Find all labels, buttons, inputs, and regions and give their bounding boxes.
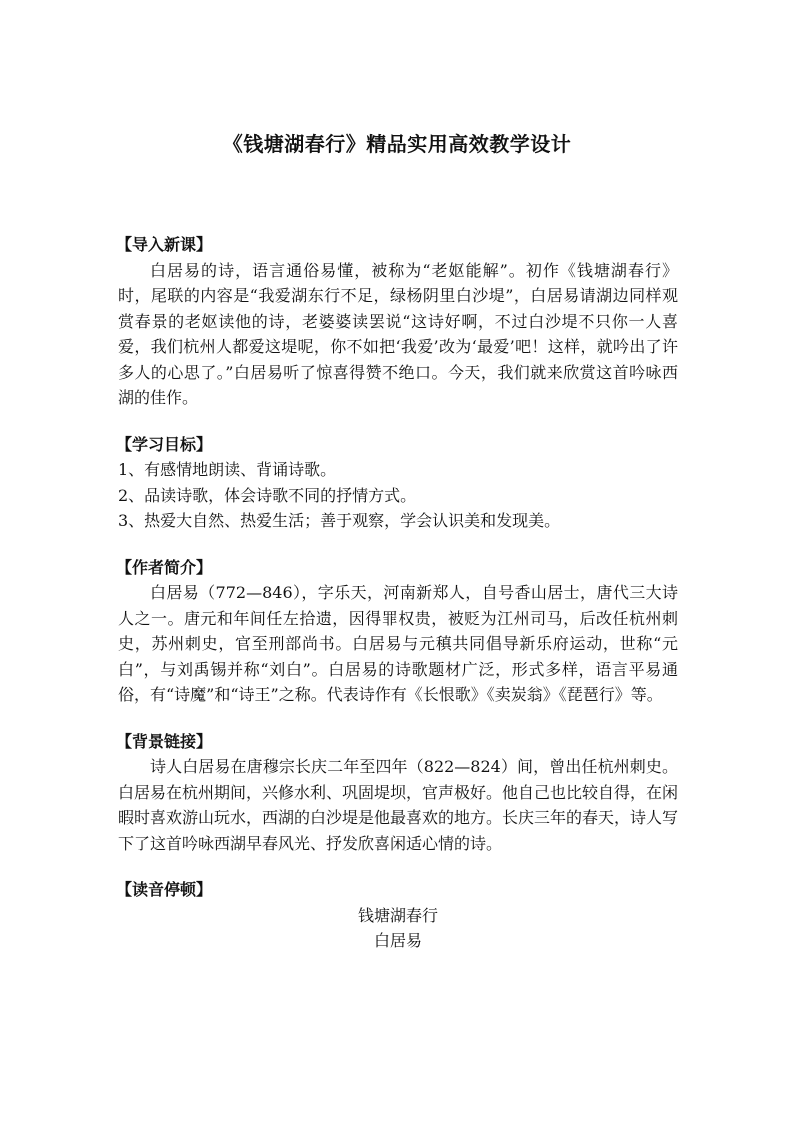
author-paragraph: 白居易（772—846），字乐天，河南新郑人，自号香山居士，唐代三大诗人之一。唐元和年间任左拾遗，因得罪权贵，被贬为江州司马，后改任杭州刺史，苏州刺史，官至刑部尚书。白居易与元稹共同倡导新乐府运动，世称“元白”，与刘禹锡并称“刘白”。白居易的诗歌题材广泛，形式多样，语言平易通俗，有“诗魔”和“诗王”之称。代表诗作有《长恨歌》《卖炭翁》《琵琶行》等。 <box>118 583 678 704</box>
goal-item: 2、品读诗歌，体会诗歌不同的抒情方式。 <box>118 485 417 505</box>
document-title: 《钱塘湖春行》精品实用高效教学设计 <box>222 132 572 156</box>
section-heading-goals: 【学习目标】 <box>116 434 213 454</box>
background-paragraph: 诗人白居易在唐穆宗长庆二年至四年（822—824）间，曾出任杭州刺史。白居易在杭州期间，兴修水利、巩固堤坝，官声极好。他自己也比较自得，在闲暇时喜欢游山玩水，西湖的白沙堤是他最喜欢的地方。长庆三年的春天，诗人写下了这首吟咏西湖早春风光、抒发欣喜闲适心情的诗。 <box>118 757 679 853</box>
poem-author: 白居易 <box>373 931 422 950</box>
document-body <box>118 232 678 975</box>
section-heading-author: 【作者简介】 <box>116 557 213 577</box>
intro-paragraph: 白居易的诗，语言通俗易懂，被称为“老妪能解”。初作《钱塘湖春行》时，尾联的内容是“我爱湖东行不足，绿杨阴里白沙堤”，白居易请湖边同样观赏春景的老妪读他的诗，老婆婆读罢说“这诗好啊，不过白沙堤不只你一人喜爱，我们杭州人都爱这堤呢，你不如把‘我爱’改为‘最爱’吧！这样，就吟出了许多人的心思了。”白居易听了惊喜得赞不绝口。今天，我们就来欣赏这首吟咏西湖的佳作。 <box>118 260 678 407</box>
goal-item: 3、热爱大自然、热爱生活；善于观察，学会认识美和发现美。 <box>118 511 561 530</box>
section-author <box>118 555 678 708</box>
section-intro <box>118 232 678 411</box>
goal-item: 1、有感情地朗读、背诵诗歌。 <box>118 460 337 479</box>
section-goals <box>118 432 678 534</box>
section-heading-background: 【背景链接】 <box>116 731 213 751</box>
poem-title: 钱塘湖春行 <box>357 905 438 925</box>
section-background <box>118 729 678 857</box>
section-reading <box>118 877 678 954</box>
section-heading-reading: 【读音停顿】 <box>116 880 213 899</box>
section-heading-intro: 【导入新课】 <box>116 235 213 254</box>
